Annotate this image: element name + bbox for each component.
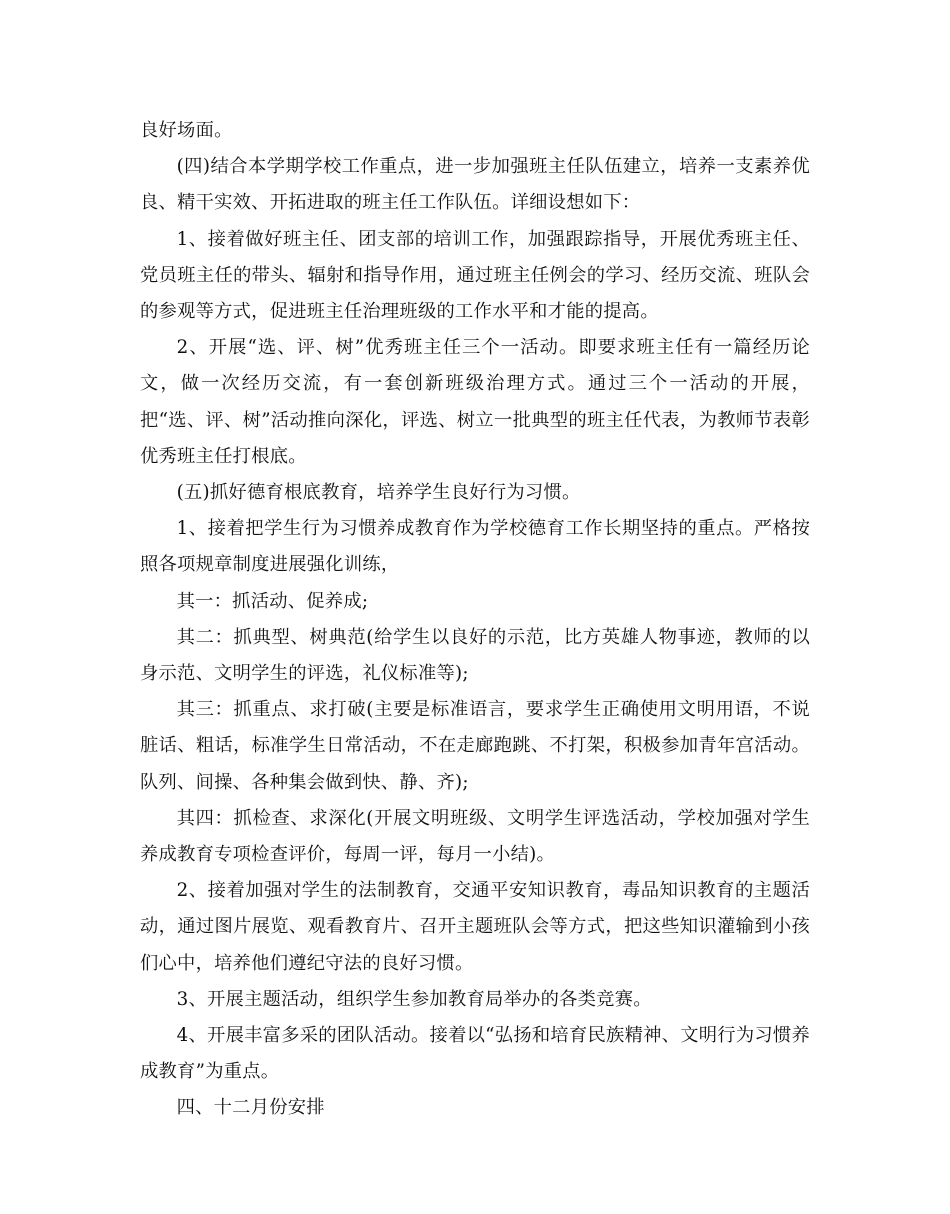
document-body xyxy=(140,113,810,1127)
paragraph-legal-education-item: 2、接着加强对学生的法制教育，交通平安知识教育，毒品知识教育的主题活动，通过图片展览、观看教育片、召开主题班队会等方式，把这些知识灌输到小孩们心中，培养他们遵纪守法的良好习惯。 xyxy=(140,880,810,974)
paragraph-select-evaluate-item: 2、开展“选、评、树”优秀班主任三个一活动。即要求班主任有一篇经历论文，做一次经历交流，有一套创新班级治理方式。通过三个一活动的开展，把“选、评、树”活动推向深化，评选、树立一批典型的班主任代表，为教师节表彰优秀班主任打根底。 xyxy=(140,337,810,467)
paragraph-section-five: (五)抓好德育根底教育，培养学生良好行为习惯。 xyxy=(176,482,581,504)
paragraph-section-four: (四)结合本学期学校工作重点，进一步加强班主任队伍建立，培养一支素养优良、精干实效、开拓进取的班主任工作队伍。详细设想如下： xyxy=(140,156,810,214)
paragraph-point-two: 其二：抓典型、树典范(给学生以良好的示范，比方英雄人物事迹，教师的以身示范、文明学生的评选，礼仪标准等); xyxy=(140,626,810,685)
paragraph-point-one: 其一：抓活动、促养成; xyxy=(176,590,369,612)
paragraph-point-three: 其三：抓重点、求打破(主要是标准语言，要求学生正确使用文明用语，不说脏话、粗话，标准学生日常活动，不在走廊跑跳、不打架，积极参加青年宫活动。队列、间操、各种集会做到快、静、齐); xyxy=(140,699,810,793)
paragraph-training-item: 1、接着做好班主任、团支部的培训工作，加强跟踪指导，开展优秀班主任、党员班主任的带头、辐射和指导作用，通过班主任例会的学习、经历交流、班队会的参观等方式，促进班主任治理班级的工作水平和才能的提高。 xyxy=(140,228,810,323)
paragraph-point-four: 其四：抓检查、求深化(开展文明班级、文明学生评选活动，学校加强对学生养成教育专项检查评价，每周一评，每月一小结)。 xyxy=(140,807,810,866)
paragraph-december-heading: 四、十二月份安排 xyxy=(176,1097,325,1119)
paragraph-continuation: 良好场面。 xyxy=(140,120,233,141)
paragraph-theme-activity-item: 3、开展主题活动，组织学生参加教育局举办的各类竞赛。 xyxy=(176,988,652,1010)
paragraph-habit-item: 1、接着把学生行为习惯养成教育作为学校德育工作长期坚持的重点。严格按照各项规章制度进展强化训练， xyxy=(140,518,810,576)
paragraph-team-activity-item: 4、开展丰富多采的团队活动。接着以“弘扬和培育民族精神、文明行为习惯养成教育”为重点。 xyxy=(140,1025,810,1083)
